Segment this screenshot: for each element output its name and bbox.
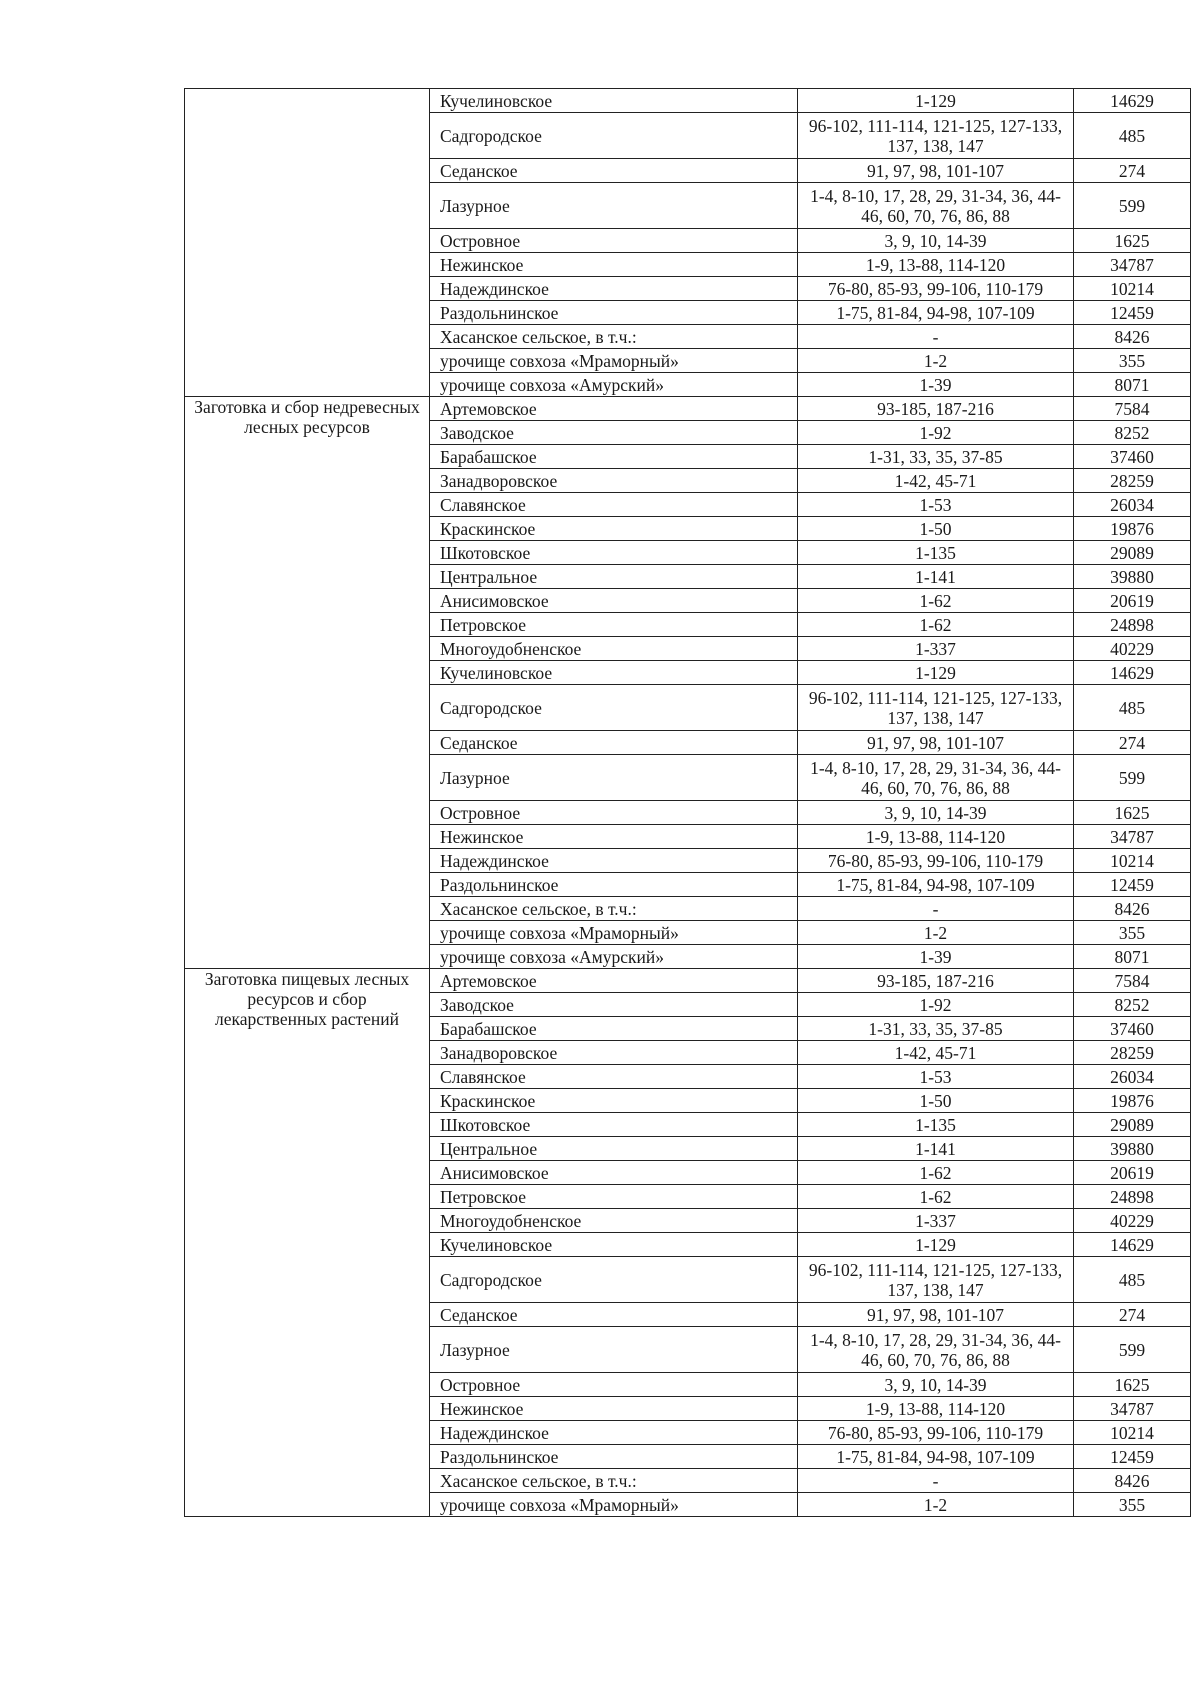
quarters-cell: 1-39 xyxy=(798,945,1074,969)
quarters-cell: 76-80, 85-93, 99-106, 110-179 xyxy=(798,849,1074,873)
forestry-name-cell: Надеждинское xyxy=(430,1421,798,1445)
quarters-cell: 1-62 xyxy=(798,1185,1074,1209)
quarters-cell: 1-129 xyxy=(798,89,1074,113)
forestry-name-cell: Краскинское xyxy=(430,1089,798,1113)
quarters-cell: 1-2 xyxy=(798,921,1074,945)
area-cell: 485 xyxy=(1074,685,1191,731)
forestry-name-cell: Надеждинское xyxy=(430,277,798,301)
area-cell: 14629 xyxy=(1074,1233,1191,1257)
forestry-name-cell: Краскинское xyxy=(430,517,798,541)
forestry-name-cell: Садгородское xyxy=(430,1257,798,1303)
forestry-name-cell: Заводское xyxy=(430,421,798,445)
area-cell: 20619 xyxy=(1074,1161,1191,1185)
area-cell: 8426 xyxy=(1074,1469,1191,1493)
quarters-cell: 91, 97, 98, 101-107 xyxy=(798,159,1074,183)
area-cell: 19876 xyxy=(1074,517,1191,541)
forestry-name-cell: Занадворовское xyxy=(430,469,798,493)
quarters-cell: 1-75, 81-84, 94-98, 107-109 xyxy=(798,873,1074,897)
quarters-cell: 76-80, 85-93, 99-106, 110-179 xyxy=(798,1421,1074,1445)
area-cell: 28259 xyxy=(1074,469,1191,493)
area-cell: 12459 xyxy=(1074,1445,1191,1469)
forestry-name-cell: Барабашское xyxy=(430,445,798,469)
quarters-cell: 1-141 xyxy=(798,565,1074,589)
area-cell: 8426 xyxy=(1074,325,1191,349)
area-cell: 10214 xyxy=(1074,1421,1191,1445)
area-cell: 1625 xyxy=(1074,801,1191,825)
forestry-name-cell: Центральное xyxy=(430,1137,798,1161)
area-cell: 29089 xyxy=(1074,1113,1191,1137)
area-cell: 34787 xyxy=(1074,825,1191,849)
area-cell: 8071 xyxy=(1074,373,1191,397)
quarters-cell: - xyxy=(798,897,1074,921)
forestry-name-cell: Раздольнинское xyxy=(430,1445,798,1469)
forestry-name-cell: Хасанское сельское, в т.ч.: xyxy=(430,325,798,349)
forestry-name-cell: урочище совхоза «Амурский» xyxy=(430,945,798,969)
quarters-cell: 1-75, 81-84, 94-98, 107-109 xyxy=(798,301,1074,325)
quarters-cell: 1-50 xyxy=(798,517,1074,541)
quarters-cell: 1-2 xyxy=(798,1493,1074,1517)
forestry-name-cell: Кучелиновское xyxy=(430,661,798,685)
quarters-cell: 1-135 xyxy=(798,541,1074,565)
forestry-name-cell: урочище совхоза «Амурский» xyxy=(430,373,798,397)
forestry-name-cell: урочище совхоза «Мраморный» xyxy=(430,349,798,373)
quarters-cell: 1-4, 8-10, 17, 28, 29, 31-34, 36, 44-46, 60, 70, 76, 86, 88 xyxy=(798,1327,1074,1373)
area-cell: 24898 xyxy=(1074,1185,1191,1209)
quarters-cell: 1-31, 33, 35, 37-85 xyxy=(798,1017,1074,1041)
forestry-name-cell: Нежинское xyxy=(430,825,798,849)
activity-cell: Заготовка пищевых лесных ресурсов и сбор лекарственных растений xyxy=(185,969,430,1517)
forestry-name-cell: Заводское xyxy=(430,993,798,1017)
area-cell: 40229 xyxy=(1074,637,1191,661)
quarters-cell: 1-53 xyxy=(798,493,1074,517)
table-row xyxy=(185,969,1191,993)
forestry-name-cell: Многоудобненское xyxy=(430,637,798,661)
area-cell: 599 xyxy=(1074,755,1191,801)
forestry-name-cell: Хасанское сельское, в т.ч.: xyxy=(430,1469,798,1493)
area-cell: 39880 xyxy=(1074,1137,1191,1161)
area-cell: 1625 xyxy=(1074,1373,1191,1397)
quarters-cell: 1-31, 33, 35, 37-85 xyxy=(798,445,1074,469)
forestry-name-cell: Нежинское xyxy=(430,253,798,277)
quarters-cell: 3, 9, 10, 14-39 xyxy=(798,1373,1074,1397)
area-cell: 40229 xyxy=(1074,1209,1191,1233)
quarters-cell: 1-135 xyxy=(798,1113,1074,1137)
area-cell: 28259 xyxy=(1074,1041,1191,1065)
area-cell: 39880 xyxy=(1074,565,1191,589)
forestry-name-cell: урочище совхоза «Мраморный» xyxy=(430,921,798,945)
area-cell: 8071 xyxy=(1074,945,1191,969)
area-cell: 485 xyxy=(1074,1257,1191,1303)
quarters-cell: 1-4, 8-10, 17, 28, 29, 31-34, 36, 44-46, 60, 70, 76, 86, 88 xyxy=(798,183,1074,229)
forestry-name-cell: Анисимовское xyxy=(430,589,798,613)
forestry-name-cell: Надеждинское xyxy=(430,849,798,873)
forestry-name-cell: Многоудобненское xyxy=(430,1209,798,1233)
forestry-name-cell: Славянское xyxy=(430,1065,798,1089)
table-row xyxy=(185,89,1191,113)
quarters-cell: 1-337 xyxy=(798,637,1074,661)
forestry-name-cell: Раздольнинское xyxy=(430,873,798,897)
area-cell: 274 xyxy=(1074,159,1191,183)
quarters-cell: 93-185, 187-216 xyxy=(798,397,1074,421)
forestry-name-cell: Кучелиновское xyxy=(430,89,798,113)
forestry-name-cell: Занадворовское xyxy=(430,1041,798,1065)
forestry-name-cell: Садгородское xyxy=(430,113,798,159)
area-cell: 7584 xyxy=(1074,969,1191,993)
forestry-name-cell: Лазурное xyxy=(430,183,798,229)
area-cell: 274 xyxy=(1074,1303,1191,1327)
forestry-name-cell: Седанское xyxy=(430,1303,798,1327)
forestry-name-cell: Островное xyxy=(430,801,798,825)
quarters-cell: 1-9, 13-88, 114-120 xyxy=(798,253,1074,277)
area-cell: 12459 xyxy=(1074,873,1191,897)
forestry-name-cell: Лазурное xyxy=(430,755,798,801)
area-cell: 8252 xyxy=(1074,993,1191,1017)
area-cell: 355 xyxy=(1074,921,1191,945)
forestry-name-cell: Садгородское xyxy=(430,685,798,731)
quarters-cell: 1-39 xyxy=(798,373,1074,397)
activity-cell: Заготовка и сбор недревесных лесных ресурсов xyxy=(185,397,430,969)
quarters-cell: 1-42, 45-71 xyxy=(798,1041,1074,1065)
forestry-name-cell: Центральное xyxy=(430,565,798,589)
quarters-cell: 1-129 xyxy=(798,661,1074,685)
forestry-name-cell: Седанское xyxy=(430,731,798,755)
area-cell: 19876 xyxy=(1074,1089,1191,1113)
area-cell: 29089 xyxy=(1074,541,1191,565)
area-cell: 7584 xyxy=(1074,397,1191,421)
quarters-cell: 3, 9, 10, 14-39 xyxy=(798,801,1074,825)
forestry-name-cell: Шкотовское xyxy=(430,1113,798,1137)
quarters-cell: 91, 97, 98, 101-107 xyxy=(798,731,1074,755)
quarters-cell: 1-62 xyxy=(798,589,1074,613)
forestry-name-cell: Славянское xyxy=(430,493,798,517)
quarters-cell: 1-53 xyxy=(798,1065,1074,1089)
quarters-cell: 1-92 xyxy=(798,993,1074,1017)
area-cell: 14629 xyxy=(1074,89,1191,113)
quarters-cell: 1-75, 81-84, 94-98, 107-109 xyxy=(798,1445,1074,1469)
quarters-cell: 1-9, 13-88, 114-120 xyxy=(798,825,1074,849)
forestry-name-cell: Артемовское xyxy=(430,969,798,993)
area-cell: 37460 xyxy=(1074,445,1191,469)
forestry-name-cell: Островное xyxy=(430,229,798,253)
area-cell: 14629 xyxy=(1074,661,1191,685)
forestry-table xyxy=(184,88,1191,1517)
forestry-name-cell: Нежинское xyxy=(430,1397,798,1421)
area-cell: 34787 xyxy=(1074,1397,1191,1421)
quarters-cell: 1-337 xyxy=(798,1209,1074,1233)
forestry-name-cell: Лазурное xyxy=(430,1327,798,1373)
forestry-name-cell: Анисимовское xyxy=(430,1161,798,1185)
forestry-name-cell: Седанское xyxy=(430,159,798,183)
area-cell: 1625 xyxy=(1074,229,1191,253)
quarters-cell: 96-102, 111-114, 121-125, 127-133, 137, 138, 147 xyxy=(798,1257,1074,1303)
quarters-cell: 1-9, 13-88, 114-120 xyxy=(798,1397,1074,1421)
forestry-name-cell: Хасанское сельское, в т.ч.: xyxy=(430,897,798,921)
quarters-cell: 1-50 xyxy=(798,1089,1074,1113)
area-cell: 24898 xyxy=(1074,613,1191,637)
quarters-cell: 3, 9, 10, 14-39 xyxy=(798,229,1074,253)
area-cell: 599 xyxy=(1074,183,1191,229)
quarters-cell: 1-129 xyxy=(798,1233,1074,1257)
area-cell: 37460 xyxy=(1074,1017,1191,1041)
area-cell: 599 xyxy=(1074,1327,1191,1373)
forestry-name-cell: Раздольнинское xyxy=(430,301,798,325)
quarters-cell: 93-185, 187-216 xyxy=(798,969,1074,993)
area-cell: 355 xyxy=(1074,1493,1191,1517)
forestry-name-cell: Островное xyxy=(430,1373,798,1397)
forestry-name-cell: Шкотовское xyxy=(430,541,798,565)
forestry-name-cell: Петровское xyxy=(430,1185,798,1209)
quarters-cell: 96-102, 111-114, 121-125, 127-133, 137, 138, 147 xyxy=(798,113,1074,159)
quarters-cell: 1-92 xyxy=(798,421,1074,445)
area-cell: 26034 xyxy=(1074,493,1191,517)
table-row xyxy=(185,397,1191,421)
area-cell: 485 xyxy=(1074,113,1191,159)
quarters-cell: 1-62 xyxy=(798,1161,1074,1185)
forestry-name-cell: Кучелиновское xyxy=(430,1233,798,1257)
quarters-cell: 1-62 xyxy=(798,613,1074,637)
quarters-cell: - xyxy=(798,1469,1074,1493)
quarters-cell: 96-102, 111-114, 121-125, 127-133, 137, 138, 147 xyxy=(798,685,1074,731)
area-cell: 20619 xyxy=(1074,589,1191,613)
area-cell: 8426 xyxy=(1074,897,1191,921)
area-cell: 26034 xyxy=(1074,1065,1191,1089)
area-cell: 274 xyxy=(1074,731,1191,755)
forestry-name-cell: урочище совхоза «Мраморный» xyxy=(430,1493,798,1517)
activity-cell xyxy=(185,89,430,397)
quarters-cell: 76-80, 85-93, 99-106, 110-179 xyxy=(798,277,1074,301)
area-cell: 10214 xyxy=(1074,849,1191,873)
quarters-cell: 1-141 xyxy=(798,1137,1074,1161)
quarters-cell: 1-4, 8-10, 17, 28, 29, 31-34, 36, 44-46, 60, 70, 76, 86, 88 xyxy=(798,755,1074,801)
area-cell: 34787 xyxy=(1074,253,1191,277)
area-cell: 10214 xyxy=(1074,277,1191,301)
quarters-cell: 1-42, 45-71 xyxy=(798,469,1074,493)
forestry-name-cell: Барабашское xyxy=(430,1017,798,1041)
area-cell: 8252 xyxy=(1074,421,1191,445)
forestry-table-body xyxy=(185,89,1191,1517)
forestry-name-cell: Петровское xyxy=(430,613,798,637)
quarters-cell: - xyxy=(798,325,1074,349)
area-cell: 355 xyxy=(1074,349,1191,373)
quarters-cell: 1-2 xyxy=(798,349,1074,373)
quarters-cell: 91, 97, 98, 101-107 xyxy=(798,1303,1074,1327)
forestry-name-cell: Артемовское xyxy=(430,397,798,421)
area-cell: 12459 xyxy=(1074,301,1191,325)
